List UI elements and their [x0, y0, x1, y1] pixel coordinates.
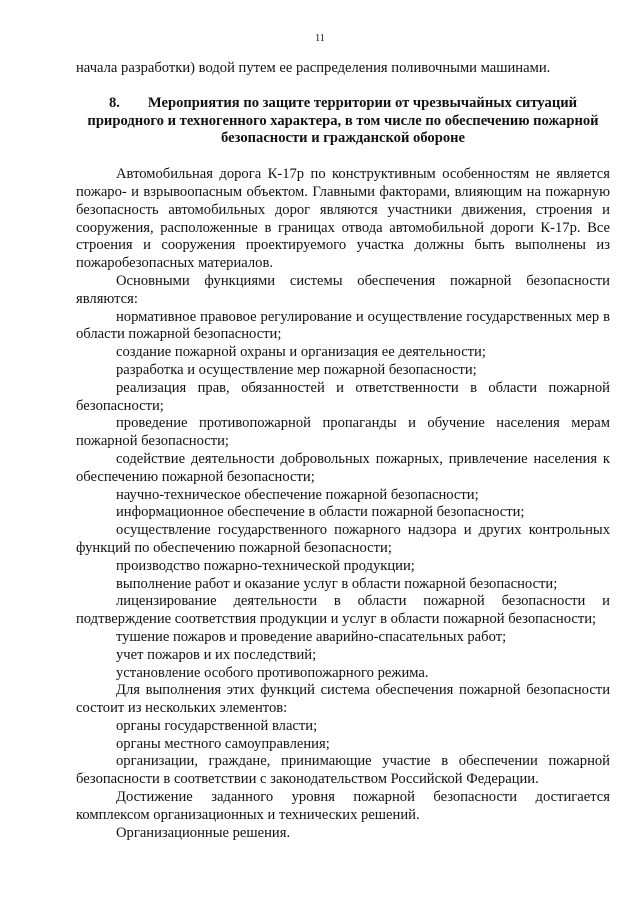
list-item: тушение пожаров и проведение аварийно-спасательных работ; [116, 628, 507, 645]
list-item: установление особого противопожарного режима. [116, 664, 429, 681]
paragraph: Для выполнения этих функций система обеспечения пожарной безопасности состоит из нескольких элементов: [76, 682, 610, 717]
list-item: организации, граждане, принимающие участие в обеспечении пожарной безопасности в соответствии с законодательством Российской Федерации. [76, 753, 610, 788]
list-item: реализация прав, обязанностей и ответственности в области пожарной безопасности; [76, 379, 610, 414]
page-number: 11 [315, 33, 325, 44]
list-item: нормативное правовое регулирование и осуществление государственных мер в области пожарной безопасности; [76, 308, 610, 343]
list-item: органы государственной власти; [116, 717, 318, 734]
list-item: разработка и осуществление мер пожарной безопасности; [116, 361, 477, 378]
list-item: создание пожарной охраны и организация ее деятельности; [116, 344, 486, 361]
section-title: Мероприятия по защите территории от чрезвычайных ситуаций природного и техногенного характера, в том числе по обеспечению пожарной безопасности и гражданской обороне [87, 94, 599, 147]
list-item: лицензирование деятельности в области пожарной безопасности и подтверждение соответствия продукции и услуг в области пожарной безопасности; [76, 593, 610, 628]
list-item: органы местного самоуправления; [116, 735, 330, 752]
lead-line: начала разработки) водой путем ее распределения поливочными машинами. [76, 60, 551, 76]
list-item: содействие деятельности добровольных пожарных, привлечение населения к обеспечению пожарной безопасности; [76, 450, 610, 485]
section-heading [76, 95, 610, 148]
list-item: учет пожаров и их последствий; [116, 646, 317, 663]
paragraph: Организационные решения. [116, 824, 291, 841]
section-number: 8. [108, 94, 120, 111]
list-item: осуществление государственного пожарного надзора и других контрольных функций по обеспечению пожарной безопасности; [76, 522, 610, 556]
paragraph: Достижение заданного уровня пожарной безопасности достигается комплексом организационных и технических решений. [76, 789, 610, 823]
list-item: проведение противопожарной пропаганды и обучение населения мерам пожарной безопасности; [76, 415, 610, 450]
paragraph: Основными функциями системы обеспечения пожарной безопасности являются: [76, 272, 610, 307]
document-body [76, 60, 610, 842]
list-item: информационное обеспечение в области пожарной безопасности; [116, 504, 525, 521]
list-item: производство пожарно-технической продукции; [116, 557, 415, 574]
list-item: научно-техническое обеспечение пожарной безопасности; [116, 486, 479, 503]
list-item: выполнение работ и оказание услуг в области пожарной безопасности; [116, 575, 558, 592]
paragraph: Автомобильная дорога К-17р по конструктивным особенностям не является пожаро- и взрывоопасным объектом. Главными факторами, влияющим на пожарную безопасность автомобильных дорог являются участники движения, строения и сооружения, расположенные в границах отвода автомобильной дороги К-17р. Все строения и сооружения проектируемого участка должны быть выполнены из пожаробезопасных материалов. [76, 166, 610, 272]
